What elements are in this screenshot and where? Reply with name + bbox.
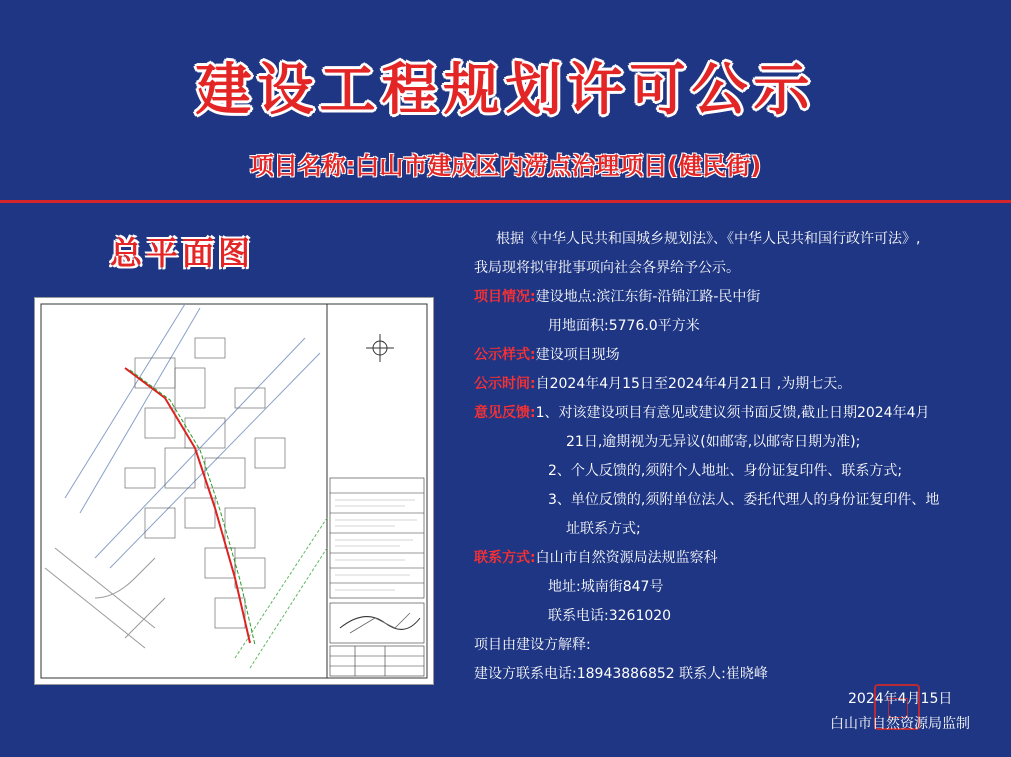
issuer: 白山市自然资源局监制 — [830, 716, 970, 732]
project-info — [474, 284, 760, 311]
publicity-style-value: 建设项目现场 — [535, 347, 620, 363]
divider — [0, 200, 1011, 203]
publicity-time-value: 自2024年4月15日至2024年4月21日 ,为期七天。 — [535, 376, 852, 392]
contact-label: 联系方式: — [474, 550, 536, 566]
project-area: 用地面积:5776.0平方米 — [548, 318, 700, 334]
feedback-label: 意见反馈: — [474, 405, 536, 421]
feedback-item-2: 2、个人反馈的,须附个人地址、身份证复印件、联系方式; — [548, 463, 903, 479]
intro-line-1: 根据《中华人民共和国城乡规划法》、《中华人民共和国行政许可法》, — [496, 231, 921, 247]
feedback-item-3: 3、单位反馈的,须附单位法人、委托代理人的身份证复印件、地 — [548, 492, 940, 508]
plan-heading: 总平面图 — [110, 234, 255, 272]
feedback-item-1-cont: 21日,逾期视为无异议(如邮寄,以邮寄日期为准); — [566, 434, 861, 450]
page-title: 建设工程规划许可公示 — [195, 58, 816, 123]
publicity-time — [474, 371, 851, 398]
feedback-item-3-cont: 址联系方式; — [566, 521, 641, 537]
builder-contact: 建设方联系电话:18943886852 联系人:崔晓峰 — [474, 666, 768, 682]
publicity-time-label: 公示时间: — [474, 376, 536, 392]
contact-phone: 联系电话:3261020 — [548, 608, 672, 624]
project-location: 建设地点:滨江东街-沿锦江路-民中街 — [535, 289, 761, 305]
site-plan-drawing — [34, 297, 434, 685]
contact-address: 地址:城南街847号 — [548, 579, 664, 595]
explainer: 项目由建设方解释: — [474, 637, 591, 653]
publicity-style — [474, 342, 620, 369]
project-name: 项目名称:白山市建成区内涝点治理项目(健民街) — [249, 152, 762, 180]
contact-org: 白山市自然资源局法规监察科 — [535, 550, 718, 566]
project-info-label: 项目情况: — [474, 289, 536, 305]
feedback — [474, 400, 930, 427]
notice-date: 2024年4月15日 — [848, 691, 953, 707]
feedback-item-1: 1、对该建设项目有意见或建议须书面反馈,截止日期2024年4月 — [535, 405, 930, 421]
publicity-style-label: 公示样式: — [474, 347, 536, 363]
intro-line-2: 我局现将拟审批事项向社会各界给予公示。 — [474, 260, 740, 276]
site-plan-svg — [35, 298, 433, 684]
contact — [474, 545, 718, 572]
